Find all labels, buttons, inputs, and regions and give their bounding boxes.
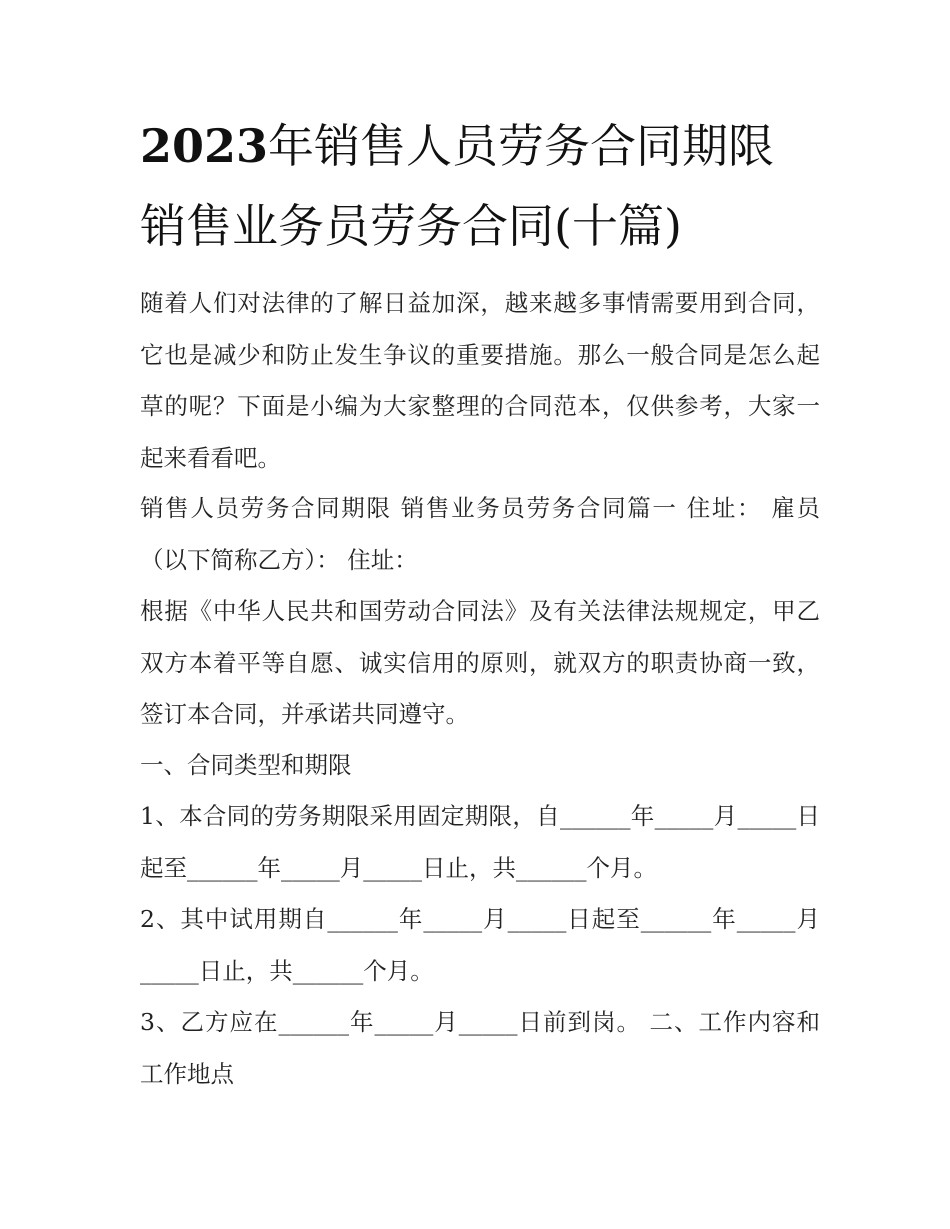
- title-year: 2023: [140, 119, 269, 173]
- clause-1: 1、本合同的劳务期限采用固定期限，自______年_____月_____日起至______年_____月_____日止，共______个月。: [140, 802, 820, 882]
- section-heading: 一、合同类型和期限: [140, 751, 352, 779]
- title-text: 年销售人员劳务合同期限: [268, 119, 775, 173]
- document-title-line-1: [140, 116, 830, 176]
- clause-3: 3、乙方应在______年_____月_____日前到岗。 二、工作内容和工作地点: [140, 1008, 820, 1088]
- legal-basis-paragraph: 根据《中华人民共和国劳动合同法》及有关法律法规规定，甲乙双方本着平等自愿、诚实信用的原则，就双方的职责协商一致，签订本合同，并承诺共同遵守。: [140, 597, 820, 728]
- document-title-line-2: 销售业务员劳务合同(十篇): [140, 199, 682, 253]
- intro-paragraph: 随着人们对法律的了解日益加深，越来越多事情需要用到合同，它也是减少和防止发生争议的重要措施。那么一般合同是怎么起草的呢？下面是小编为大家整理的合同范本，仅供参考，大家一起来看看吧。: [140, 289, 820, 472]
- contract-header-paragraph: 销售人员劳务合同期限 销售业务员劳务合同篇一 住址： 雇员（以下简称乙方）： 住址：: [140, 494, 820, 574]
- clause-2: 2、其中试用期自______年_____月_____日起至______年_____月_____日止，共______个月。: [140, 905, 820, 985]
